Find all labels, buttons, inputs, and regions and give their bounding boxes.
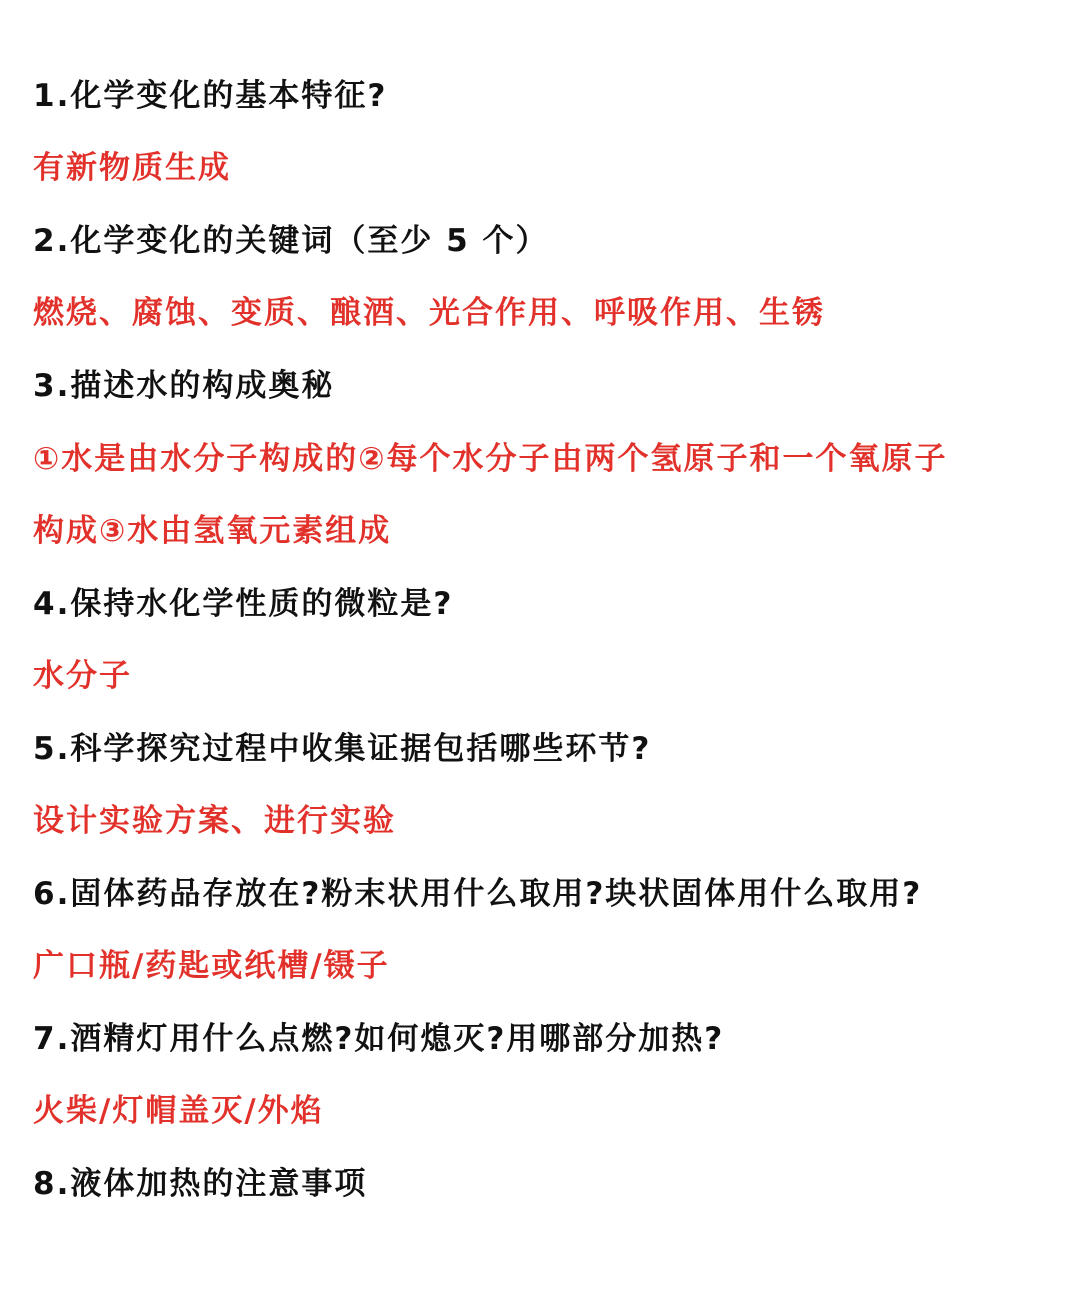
answer-6: 广口瓶/药匙或纸槽/镊子 [33,948,390,984]
question-2: 2.化学变化的关键词（至少 5 个） [33,223,549,259]
question-3: 3.描述水的构成奥秘 [33,368,335,404]
answer-4: 水分子 [33,658,132,694]
question-6: 6.固体药品存放在?粉末状用什么取用?块状固体用什么取用? [33,876,923,912]
question-4: 4.保持水化学性质的微粒是? [33,586,454,622]
answer-1: 有新物质生成 [33,150,231,186]
answer-2: 燃烧、腐蚀、变质、酿酒、光合作用、呼吸作用、生锈 [33,295,825,331]
answer-7: 火柴/灯帽盖灭/外焰 [33,1093,324,1129]
answer-3-line-2: 构成③水由氢氧元素组成 [33,513,392,549]
question-5: 5.科学探究过程中收集证据包括哪些环节? [33,731,652,767]
question-1: 1.化学变化的基本特征? [33,78,388,114]
question-7: 7.酒精灯用什么点燃?如何熄灭?用哪部分加热? [33,1021,725,1057]
answer-5: 设计实验方案、进行实验 [33,803,396,839]
answer-3-line-1: ①水是由水分子构成的②每个水分子由两个氢原子和一个氧原子 [33,441,948,477]
question-8: 8.液体加热的注意事项 [33,1166,368,1202]
